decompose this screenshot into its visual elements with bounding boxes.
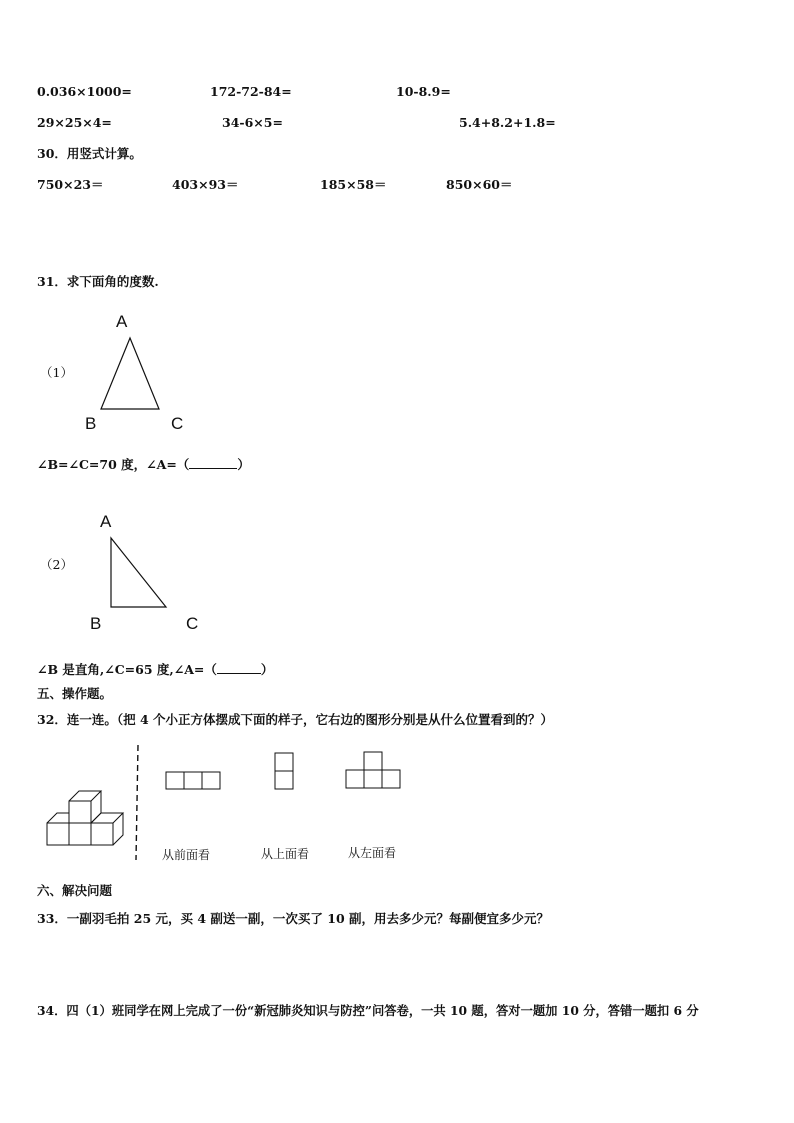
view-shape-front [166,772,220,789]
vertex-label-a: A [116,312,128,331]
calc-item: 0.036×1000= [37,84,132,99]
condition-text: ∠B 是直角,∠C=65 度,∠A=（ [37,662,217,677]
condition-close: ） [260,662,274,677]
vertex-label-b: B [85,414,97,433]
calc-item: 34-6×5= [222,115,283,130]
question-33: 33．一副羽毛拍 25 元，买 4 副送一副，一次买了 10 副，用去多少元？每副便宜多少元？ [37,911,549,926]
part-marker: （2） [40,557,73,572]
cube-arrangement [47,791,123,845]
view-label-top: 从上面看 [261,847,310,861]
view-label-left: 从左面看 [348,846,397,860]
vertex-label-c: C [186,614,199,633]
condition-close: ） [237,457,250,472]
vertex-label-b: B [90,614,102,633]
vertex-label-c: C [171,414,184,433]
triangle-1 [101,338,159,409]
vertex-label-a: A [100,512,112,531]
calc-item: 10-8.9= [396,84,451,99]
dashed-divider [136,745,138,860]
vertical-calc-item: 850×60＝ [446,177,513,192]
vertical-calc-item: 185×58＝ [320,177,387,192]
triangle-2 [111,538,166,607]
calc-item: 5.4+8.2+1.8= [459,115,556,130]
view-label-front: 从前面看 [162,848,211,862]
calc-item: 29×25×4= [37,115,112,130]
view-shape-top [275,753,293,789]
calc-item: 172-72-84= [210,84,292,99]
condition-text: ∠B=∠C=70 度，∠A=（ [37,457,190,472]
view-shape-left [346,752,400,788]
section-6-heading: 六、解决问题 [37,883,113,898]
vertical-calc-item: 403×93＝ [172,177,239,192]
question-32-title: 32．连一连。（把 4 个小正方体摆成下面的样子，它右边的图形分别是从什么位置看到的？） [37,712,554,727]
question-34: 34．四（1）班同学在网上完成了一份“新冠肺炎知识与防控”问答卷，一共 10 题，答对一题加 10 分，答错一题扣 6 分 [37,1003,699,1018]
vertical-calc-item: 750×23＝ [37,177,104,192]
question-30-title: 30．用竖式计算。 [37,146,142,161]
question-31-title: 31．求下面角的度数. [37,274,159,289]
part-marker: （1） [40,365,73,380]
section-5-heading: 五、操作题。 [37,686,113,701]
